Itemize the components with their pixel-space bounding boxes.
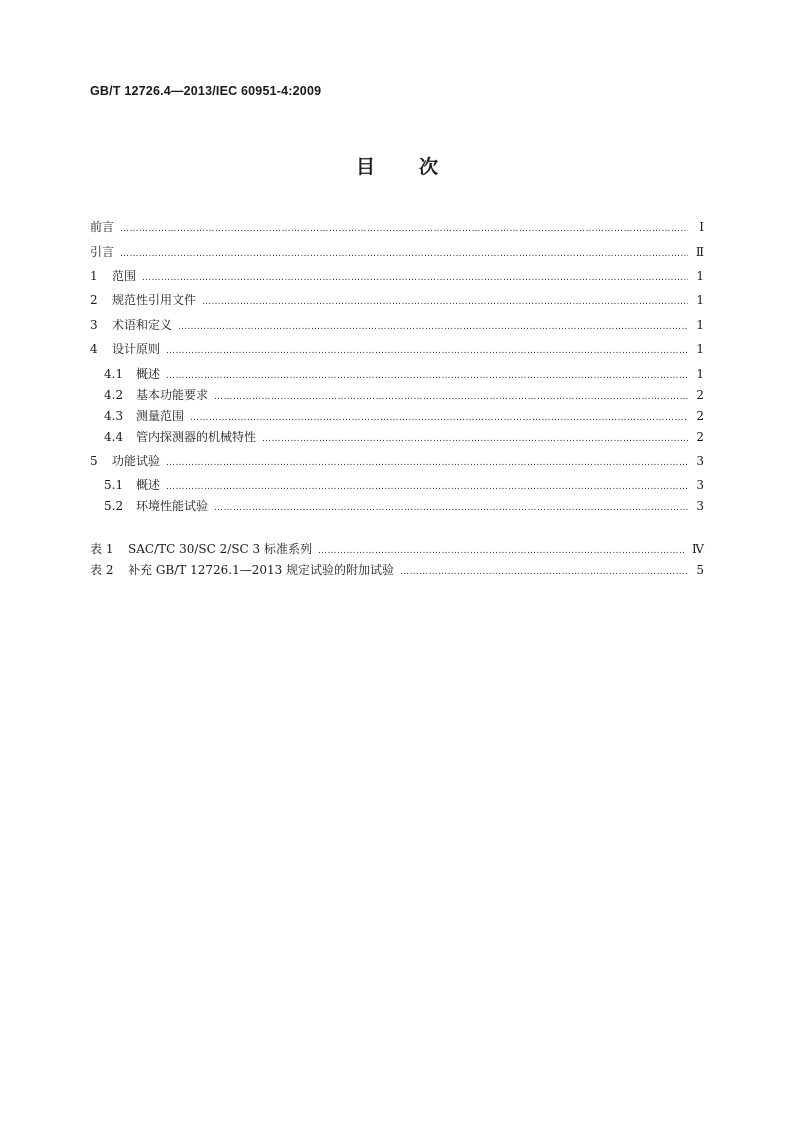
toc-number: 1 <box>90 269 98 283</box>
toc-label: 前言 <box>90 220 115 234</box>
toc-leader <box>166 367 688 385</box>
toc-page: 3 <box>696 478 704 492</box>
toc-leader <box>318 542 686 560</box>
toc-label: 规范性引用文件 <box>112 293 197 307</box>
toc-entry[interactable] <box>90 316 704 334</box>
toc-page: 1 <box>696 367 704 381</box>
toc-leader <box>190 409 688 427</box>
toc-label: 测量范围 <box>136 409 185 423</box>
toc-page: 3 <box>696 499 704 513</box>
toc-label: 引言 <box>90 245 115 259</box>
toc-subentry[interactable] <box>104 407 704 425</box>
toc-page: 3 <box>696 454 704 468</box>
toc-number: 表 2 <box>90 563 114 577</box>
toc-page: Ⅳ <box>692 542 704 556</box>
toc-number: 5.1 <box>104 478 124 492</box>
toc-leader <box>120 220 688 238</box>
toc-subentry[interactable] <box>104 497 704 515</box>
toc-number: 5.2 <box>104 499 124 513</box>
title-char-2: 次 <box>419 156 439 178</box>
toc-number: 2 <box>90 293 98 307</box>
toc-label: 基本功能要求 <box>136 388 209 402</box>
toc-page: 2 <box>696 409 704 423</box>
toc-page: 1 <box>696 342 704 356</box>
toc-page: 2 <box>696 388 704 402</box>
toc-leader <box>400 563 688 581</box>
toc-label: 概述 <box>136 478 161 492</box>
toc-leader <box>120 245 688 263</box>
toc-label: 管内探测器的机械特性 <box>136 430 257 444</box>
toc-label: SAC/TC 30/SC 2/SC 3 标准系列 <box>128 542 312 556</box>
toc-leader <box>142 269 688 287</box>
toc-table-entry[interactable] <box>90 561 704 579</box>
toc-label: 术语和定义 <box>112 318 173 332</box>
toc-leader <box>262 430 688 448</box>
toc-table-entry[interactable] <box>90 540 704 558</box>
toc-leader <box>166 342 688 360</box>
document-code: GB/T 12726.4—2013/IEC 60951-4:2009 <box>90 84 322 98</box>
toc-number: 4.1 <box>104 367 124 381</box>
toc-subentry[interactable] <box>104 476 704 494</box>
toc-label: 环境性能试验 <box>136 499 209 513</box>
title-char-1: 目 <box>355 156 375 178</box>
toc-page: 1 <box>696 269 704 283</box>
toc-number: 3 <box>90 318 98 332</box>
toc-entry[interactable] <box>90 340 704 358</box>
toc-leader <box>214 499 688 517</box>
toc-label: 功能试验 <box>112 454 161 468</box>
toc-leader <box>214 388 688 406</box>
toc-subentry[interactable] <box>104 386 704 404</box>
toc-page: 1 <box>696 318 704 332</box>
toc-entry[interactable] <box>90 267 704 285</box>
toc-entry[interactable] <box>90 243 704 261</box>
toc-page: Ⅰ <box>699 220 704 234</box>
toc-number: 4.2 <box>104 388 124 402</box>
toc-page: 5 <box>696 563 704 577</box>
page-title <box>0 152 794 179</box>
toc-number: 4 <box>90 342 98 356</box>
toc-leader <box>166 478 688 496</box>
toc-page: 1 <box>696 293 704 307</box>
toc-leader <box>166 454 688 472</box>
toc-page: Ⅱ <box>695 245 704 259</box>
toc-entry[interactable] <box>90 452 704 470</box>
toc-leader <box>178 318 688 336</box>
toc-number: 5 <box>90 454 98 468</box>
toc-label: 设计原则 <box>112 342 161 356</box>
toc-page: 2 <box>696 430 704 444</box>
toc-entry[interactable] <box>90 218 704 236</box>
toc-number: 4.3 <box>104 409 124 423</box>
toc-number: 表 1 <box>90 542 114 556</box>
toc-label: 概述 <box>136 367 161 381</box>
toc-subentry[interactable] <box>104 428 704 446</box>
toc-entry[interactable] <box>90 291 704 309</box>
toc-subentry[interactable] <box>104 365 704 383</box>
toc-label: 范围 <box>112 269 137 283</box>
toc-number: 4.4 <box>104 430 124 444</box>
toc-leader <box>202 293 688 311</box>
toc-label: 补充 GB/T 12726.1—2013 规定试验的附加试验 <box>128 563 395 577</box>
